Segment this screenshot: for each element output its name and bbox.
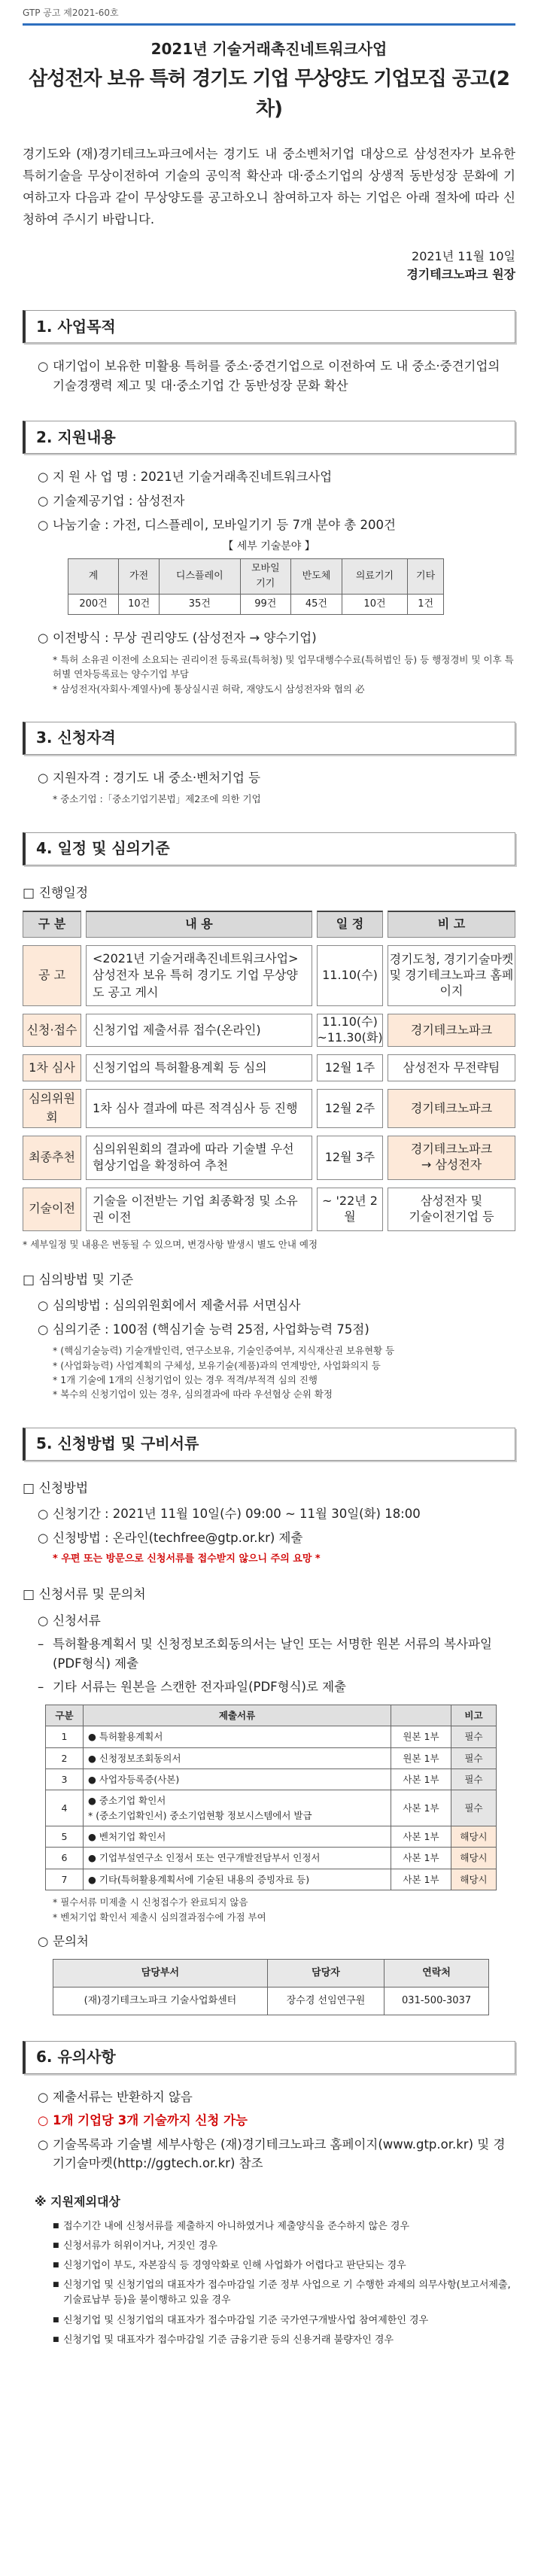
table-header: 구 분 <box>23 911 81 938</box>
contact-person: 장수경 선임연구원 <box>267 1987 384 2015</box>
stage-date: 12월 1주 <box>317 1054 383 1081</box>
stage-content: 1차 심사 결과에 따른 적격심사 등 진행 <box>86 1089 312 1128</box>
sec3-item: ○ 지원자격 : 경기도 내 중소·벤처기업 등 <box>38 768 515 788</box>
stage-label: 1차 심사 <box>23 1054 81 1081</box>
intro-text: 경기도와 (재)경기테크노파크에서는 경기도 내 중소벤처기업 대상으로 삼성전자가 보유한 특허기술을 무상이전하여 기술의 공익적 확산과 대·중소기업의 상생적 동반성장 문화에 기여하고자 다음과 같이 무상양도를 공고하오니 참여하고자 하는 기업은 아래 절차에 따라 신청하여 주시기 바랍니다. <box>23 147 515 227</box>
table-header: 의료기기 <box>342 558 407 594</box>
doc-no: 4 <box>46 1790 84 1826</box>
stage-remark: 삼성전자 및 기술이전기업 등 <box>388 1188 515 1232</box>
table-row <box>46 1790 497 1826</box>
stage-date: 11.10(수) ~11.30(화) <box>317 1014 383 1047</box>
caution-item: ○ 기술목록과 기술별 세부사항은 (재)경기테크노파크 홈페이지(www.gtp.or.kr) 및 경기기술마켓(http://ggtech.or.kr) 참조 <box>38 2135 515 2173</box>
section-title-2: 2. 지원내용 <box>23 421 515 454</box>
docs-item: ○ 신청서류 <box>38 1611 515 1631</box>
table-header: 담당부서 <box>53 1959 268 1987</box>
stage-label: 최종추천 <box>23 1136 81 1180</box>
stage-remark: 경기테크노파크 → 삼성전자 <box>388 1136 515 1180</box>
sec3-list <box>23 768 515 788</box>
doc-name: ● 기타(특허활용계획서에 기술된 내용의 증빙자료 등) <box>84 1869 391 1890</box>
exclusion-item: ■ 신청기업 및 신청기업의 대표자가 접수마감일 기준 국가연구개발사업 참여제한인 경우 <box>53 2313 515 2328</box>
contact-table <box>53 1959 489 2015</box>
doc-no: 2 <box>46 1747 84 1769</box>
docs-table <box>45 1705 497 1890</box>
doc-name: ● 기업부설연구소 인정서 또는 연구개발전담부서 인정서 <box>84 1848 391 1869</box>
section-title-4: 4. 일정 및 심의기준 <box>23 832 515 865</box>
stage-remark: 경기도청, 경기기술마켓 및 경기테크노파크 홈페이지 <box>388 945 515 1006</box>
table-header: 담당자 <box>267 1959 384 1987</box>
stage-remark: 경기테크노파크 <box>388 1014 515 1047</box>
schedule-row <box>23 1188 515 1232</box>
tech-field-table <box>68 558 444 615</box>
schedule-header <box>23 911 515 938</box>
doc-copy: 사본 1부 <box>391 1769 451 1790</box>
contact-list <box>23 1932 515 1951</box>
note: * 중소기업 :「중소기업기본법」제2조에 의한 기업 <box>53 793 261 805</box>
stage-label: 신청·접수 <box>23 1014 81 1047</box>
table-cell: 99건 <box>240 595 291 615</box>
transfer-method: ○ 이전방식 : 무상 권리양도 (삼성전자 → 양수기업) <box>38 628 515 648</box>
exclusion-list <box>23 2219 515 2348</box>
table-row <box>46 1726 497 1747</box>
contact-phone: 031-500-3037 <box>385 1987 489 2015</box>
doc-name: ● 사업자등록증(사본) <box>84 1769 391 1790</box>
warning-note: * 우편 또는 방문으로 신청서류를 접수받지 않으니 주의 요망 * <box>53 1553 321 1565</box>
stage-date: 12월 2주 <box>317 1089 383 1128</box>
sec1-item: ○ 대기업이 보유한 미활용 특허를 중소·중견기업으로 이전하여 도 내 중소·중견기업의 기술경쟁력 제고 및 대·중소기업 간 동반성장 문화 확산 <box>38 357 515 395</box>
subheading-evaluation: □ 심의방법 및 기준 <box>23 1270 515 1290</box>
announce-date: 2021년 11월 10일 <box>412 248 515 263</box>
section-title-1: 1. 사업목적 <box>23 310 515 343</box>
page-title: 삼성전자 보유 특허 경기도 기업 무상양도 기업모집 공고(2차) <box>28 67 509 120</box>
section-title-6: 6. 유의사항 <box>23 2041 515 2074</box>
table-cell: 10건 <box>119 595 160 615</box>
note: * 특허 소유권 이전에 소요되는 권리이전 등록료(특허청) 및 업무대행수수료(특허법인 등) 등 행정경비 및 이후 특허별 연차등록료는 양수기업 부담 <box>53 653 514 680</box>
doc-copy: 사본 1부 <box>391 1790 451 1826</box>
sec2-item: ○ 기술제공기업 : 삼성전자 <box>38 491 515 511</box>
table-header: 계 <box>68 558 119 594</box>
note: * 필수서류 미제출 시 신청접수가 완료되지 않음 <box>53 1896 248 1908</box>
caution-list <box>23 2088 515 2173</box>
table-header: 비고 <box>451 1705 497 1726</box>
stage-date: 12월 3주 <box>317 1136 383 1180</box>
table-cell: 35건 <box>160 595 240 615</box>
contact-dept: (재)경기테크노파크 기술사업화센터 <box>53 1987 268 2015</box>
doc-note: 필수 <box>451 1726 497 1747</box>
doc-name: ● 특허활용계획서 <box>84 1726 391 1747</box>
contact-item: ○ 문의처 <box>38 1932 515 1951</box>
table-cell: 45건 <box>291 595 342 615</box>
sec1-list <box>23 357 515 395</box>
table-header: 일 정 <box>317 911 383 938</box>
doc-copy: 사본 1부 <box>391 1848 451 1869</box>
sec2-item: ○ 지 원 사 업 명 : 2021년 기술거래촉진네트워크사업 <box>38 467 515 487</box>
doc-no: 7 <box>46 1869 84 1890</box>
doc-no: 3 <box>46 1769 84 1790</box>
table-row <box>46 1826 497 1848</box>
schedule-row <box>23 1089 515 1128</box>
schedule-row <box>23 1014 515 1047</box>
docs-list <box>23 1611 515 1697</box>
exclusion-item: ■ 접수기간 내에 신청서류를 제출하지 아니하였거나 제출양식을 준수하지 않은 경우 <box>53 2219 515 2234</box>
table-header: 구분 <box>46 1705 84 1726</box>
stage-remark: 삼성전자 무전략팀 <box>388 1054 515 1081</box>
doc-no: 5 <box>46 1826 84 1848</box>
table-cell: 10건 <box>342 595 407 615</box>
table-row <box>46 1869 497 1890</box>
table-row <box>46 1747 497 1769</box>
eval-item: ○ 심의방법 : 심의위원회에서 제출서류 서면심사 <box>38 1296 515 1315</box>
exclusion-item: ■ 신청기업 및 대표자가 접수마감일 기준 금융기관 등의 신용거래 불량자인 경우 <box>53 2333 515 2348</box>
header-rule <box>23 23 515 26</box>
doc-copy: 사본 1부 <box>391 1826 451 1848</box>
stage-content: <2021년 기술거래촉진네트워크사업> 삼성전자 보유 특허 경기도 기업 무상양도 공고 게시 <box>86 945 312 1006</box>
exclusion-item: ■ 신청서류가 허위이거나, 거짓인 경우 <box>53 2239 515 2254</box>
stage-content: 기술을 이전받는 기업 최종확정 및 소유권 이전 <box>86 1188 312 1232</box>
doc-note: 필수 <box>451 1769 497 1790</box>
table-header: 가전 <box>119 558 160 594</box>
schedule-row <box>23 1136 515 1180</box>
subheading-docs: □ 신청서류 및 문의처 <box>23 1585 515 1604</box>
transfer-list <box>23 628 515 648</box>
doc-copy: 사본 1부 <box>391 1869 451 1890</box>
note: * 복수의 신청기업이 있는 경우, 심의결과에 따라 우선협상 순위 확정 <box>53 1388 333 1401</box>
doc-name: ● 벤처기업 확인서 <box>84 1826 391 1848</box>
stage-label: 공 고 <box>23 945 81 1006</box>
docs-dash: – 기타 서류는 원본을 스캔한 전자파일(PDF형식)로 제출 <box>38 1677 515 1697</box>
doc-copy: 원본 1부 <box>391 1726 451 1747</box>
docs-dash: – 특허활용계획서 및 신청정보조회동의서는 날인 또는 서명한 원본 서류의 복사파일(PDF형식) 제출 <box>38 1635 515 1673</box>
doc-name: ● 중소기업 확인서 * (중소기업확인서) 중소기업현황 정보시스템에서 발급 <box>84 1790 391 1826</box>
table-header: 디스플레이 <box>160 558 240 594</box>
tech-table-caption: 【 세부 기술분야 】 <box>223 540 315 553</box>
method-item: ○ 신청방법 : 온라인(techfree@gtp.or.kr) 제출 <box>38 1528 515 1548</box>
doc-name: ● 신청정보조회동의서 <box>84 1747 391 1769</box>
note: * 삼성전자(자회사·계열사)에 통상실시권 허락, 재양도시 삼성전자와 협의 必 <box>53 683 365 695</box>
table-header: 내 용 <box>86 911 312 938</box>
table-header: 기타 <box>408 558 444 594</box>
subheading-method: □ 신청방법 <box>23 1479 515 1498</box>
sec2-item: ○ 나눔기술 : 가전, 디스플레이, 모바일기기 등 7개 분야 총 200건 <box>38 516 515 535</box>
stage-label: 심의위원회 <box>23 1089 81 1128</box>
table-header: 연락처 <box>385 1959 489 1987</box>
note: * (핵심기술능력) 기술개발인력, 연구소보유, 기술인증여부, 지식재산권 보유현황 등 <box>53 1345 395 1357</box>
subheading-schedule: □ 진행일정 <box>23 884 515 903</box>
schedule-note: * 세부일정 및 내용은 변동될 수 있으며, 변경사항 발생시 별도 안내 예정 <box>23 1239 318 1251</box>
section-title-5: 5. 신청방법 및 구비서류 <box>23 1428 515 1461</box>
exclusion-title: ※ 지원제외대상 <box>35 2194 120 2210</box>
stage-date: ~ '22년 2월 <box>317 1188 383 1232</box>
title-sub: 2021년 기술거래촉진네트워크사업 <box>150 39 388 58</box>
doc-number: GTP 공고 제2021-60호 <box>23 8 119 18</box>
note: * (사업화능력) 사업계획의 구체성, 보유기술(제품)과의 연계방안, 사업화의지 등 <box>53 1359 381 1371</box>
doc-note: 해당시 <box>451 1869 497 1890</box>
doc-note: 해당시 <box>451 1848 497 1869</box>
caution-item: ○ 제출서류는 반환하지 않음 <box>38 2088 515 2107</box>
doc-copy: 원본 1부 <box>391 1747 451 1769</box>
stage-content: 심의위원회의 결과에 따라 기술별 우선협상기업을 확정하여 추천 <box>86 1136 312 1180</box>
caution-item: ○ 1개 기업당 3개 기술까지 신청 가능 <box>38 2111 515 2130</box>
table-header: 반도체 <box>291 558 342 594</box>
table-row <box>46 1848 497 1869</box>
stage-label: 기술이전 <box>23 1188 81 1232</box>
schedule-row <box>23 1054 515 1081</box>
doc-no: 6 <box>46 1848 84 1869</box>
exclusion-item: ■ 신청기업 및 신청기업의 대표자가 접수마감일 기준 정부 사업으로 기 수행한 과제의 의무사항(보고서제출, 기술료납부 등)을 불이행하고 있을 경우 <box>53 2278 515 2308</box>
exclusion-item: ■ 신청기업이 부도, 자본잠식 등 경영악화로 인해 사업화가 어렵다고 판단되는 경우 <box>53 2258 515 2273</box>
stage-content: 신청기업 제출서류 접수(온라인) <box>86 1014 312 1047</box>
table-header: 제출서류 <box>84 1705 391 1726</box>
method-list <box>23 1504 515 1547</box>
section-title-3: 3. 신청자격 <box>23 722 515 755</box>
schedule-row <box>23 945 515 1006</box>
table-header: 모바일 기기 <box>240 558 291 594</box>
method-item: ○ 신청기간 : 2021년 11월 10일(수) 09:00 ~ 11월 30일(화) 18:00 <box>38 1504 515 1524</box>
stage-remark: 경기테크노파크 <box>388 1089 515 1128</box>
signer: 경기테크노파크 원장 <box>406 267 515 282</box>
doc-note: 필수 <box>451 1747 497 1769</box>
table-row <box>46 1769 497 1790</box>
note: * 벤처기업 확인서 제출시 심의결과점수에 가점 부여 <box>53 1911 266 1923</box>
doc-no: 1 <box>46 1726 84 1747</box>
eval-list <box>23 1296 515 1339</box>
note: * 1개 기술에 1개의 신청기업이 있는 경우 적격/부적격 심의 진행 <box>53 1373 318 1385</box>
table-cell: 1건 <box>408 595 444 615</box>
eval-item: ○ 심의기준 : 100점 (핵심기술 능력 25점, 사업화능력 75점) <box>38 1320 515 1340</box>
table-header: 비 고 <box>388 911 515 938</box>
doc-note: 필수 <box>451 1790 497 1826</box>
stage-date: 11.10(수) <box>317 945 383 1006</box>
doc-note: 해당시 <box>451 1826 497 1848</box>
sec2-list <box>23 467 515 534</box>
stage-content: 신청기업의 특허활용계획 등 심의 <box>86 1054 312 1081</box>
table-cell: 200건 <box>68 595 119 615</box>
table-header <box>391 1705 451 1726</box>
